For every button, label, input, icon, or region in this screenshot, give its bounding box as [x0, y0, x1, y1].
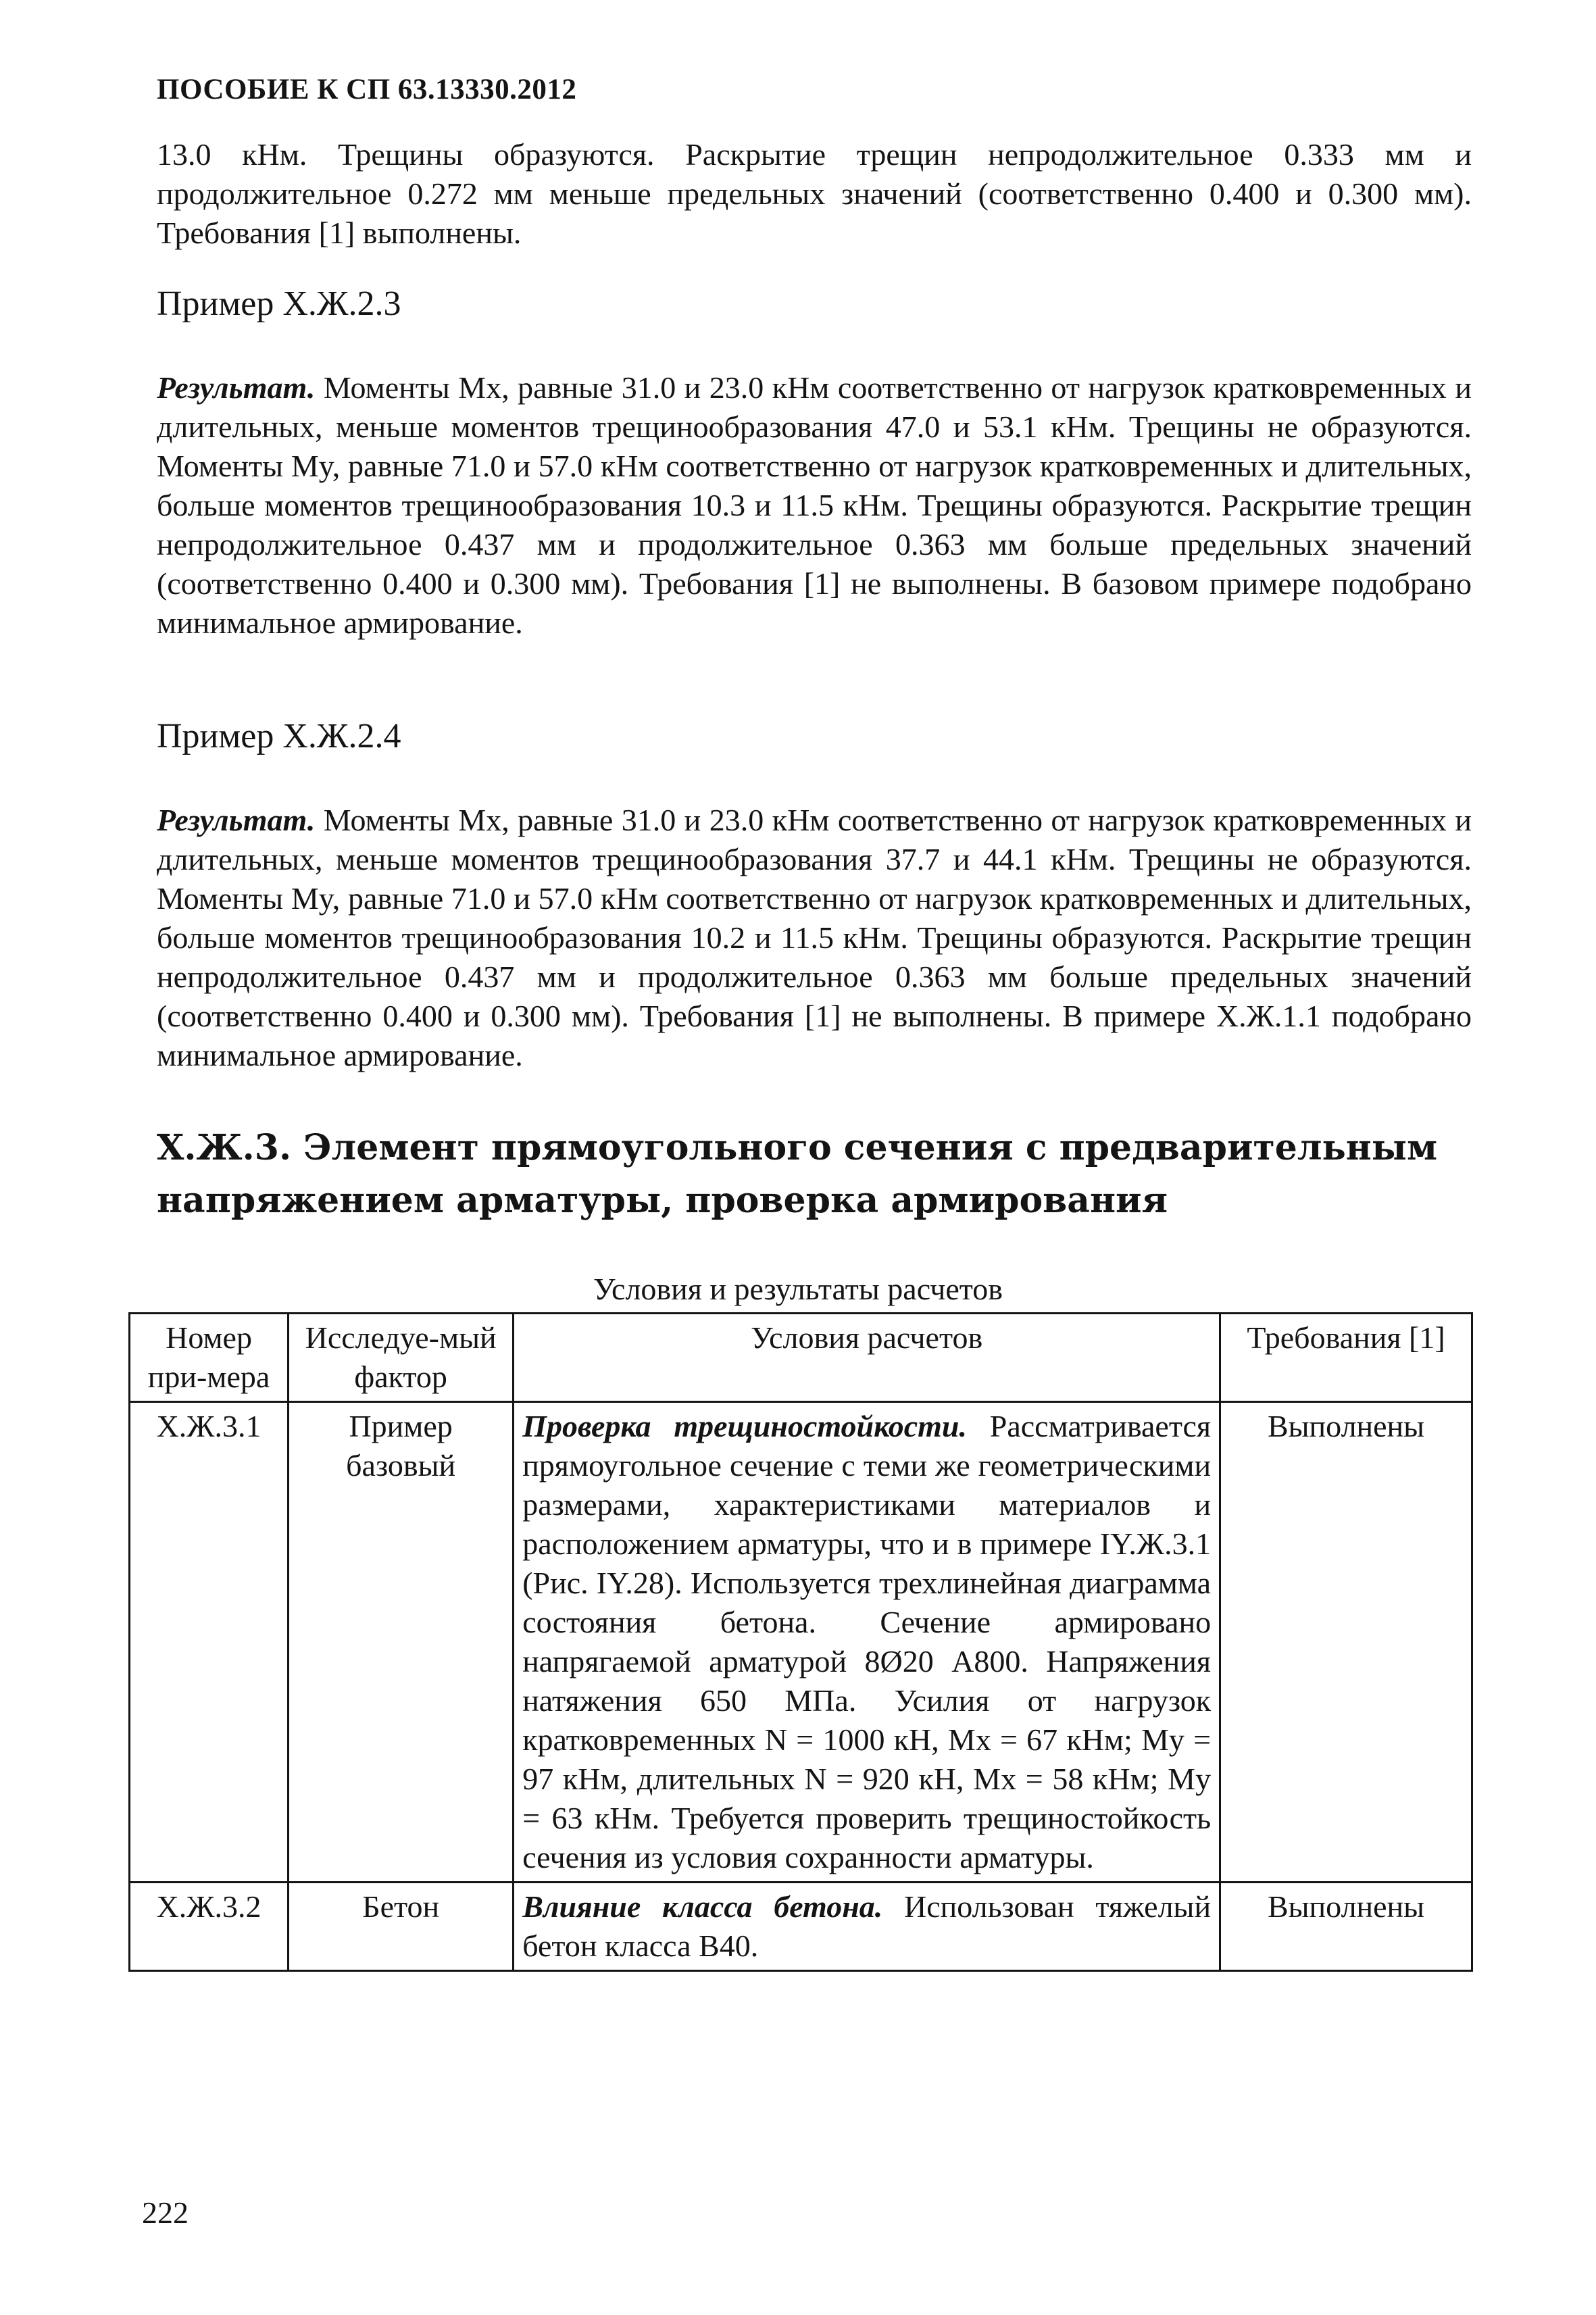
example-result-paragraph [157, 368, 1472, 643]
table-row [130, 1402, 1472, 1883]
cell-conditions [514, 1402, 1220, 1883]
example-title: Пример Х.Ж.2.4 [157, 717, 401, 755]
cell-factor: Пример базовый [289, 1402, 514, 1883]
conditions-text: Использован тяжелый бетон класса В40. [522, 1889, 1212, 1963]
example-title: Пример Х.Ж.2.3 [157, 284, 401, 323]
cell-result: Выполнены [1220, 1883, 1472, 1971]
header-conditions: Условия расчетов [514, 1314, 1220, 1402]
cell-number: Х.Ж.3.1 [130, 1402, 289, 1883]
conditions-lead: Влияние класса бетона. [522, 1889, 883, 1924]
conditions-text: Рассматривается прямоугольное сечение с теми же геометрическими размерами, характеристиками материалов и расположением арматуры, что и в примере IY.Ж.3.1 (Рис. IY.28). Используется трехлинейная диаграмма состояния бетона. Сечение армировано напрягаемой арматурой 8Ø20 А800. Напряжения натяжения 650 МПа. Усилия от нагрузок кратковременных N = 1000 кН, Mx = 67 кНм; My = 97 кНм, длительных N = 920 кН, Mx = 58 кНм; My = 63 кНм. Требуется проверить трещиностойкость сечения из условия сохранности арматуры. [522, 1409, 1212, 1874]
cell-result: Выполнены [1220, 1402, 1472, 1883]
section-title: Х.Ж.3. Элемент прямоугольного сечения с предварительным напряжением арматуры, проверка армирования [157, 1127, 1438, 1221]
result-lead: Результат. [157, 370, 316, 405]
header-factor: Исследуе-мый фактор [289, 1314, 514, 1402]
result-lead: Результат. [157, 803, 316, 837]
table-row [130, 1883, 1472, 1971]
page-header: ПОСОБИЕ К СП 63.13330.2012 [157, 74, 577, 105]
cell-conditions [514, 1883, 1220, 1971]
conditions-lead: Проверка трещиностойкости. [522, 1409, 967, 1443]
example-result-paragraph [157, 801, 1472, 1075]
intro-paragraph: 13.0 кНм. Трещины образуются. Раскрытие трещин непродолжительное 0.333 мм и продолжительное 0.272 мм меньше предельных значений (соответственно 0.400 и 0.300 мм). Требования [1] выполнены. [157, 137, 1472, 250]
table-header-row [130, 1314, 1472, 1402]
table-caption: Условия и результаты расчетов [593, 1272, 1003, 1306]
cell-factor: Бетон [289, 1883, 514, 1971]
cell-number: Х.Ж.3.2 [130, 1883, 289, 1971]
header-number: Номер при-мера [130, 1314, 289, 1402]
result-text: Моменты Mx, равные 31.0 и 23.0 кНм соответственно от нагрузок кратковременных и длительных, меньше моментов трещинообразования 47.0 и 53.1 кНм. Трещины не образуются. Моменты My, равные 71.0 и 57.0 кНм соответственно от нагрузок кратковременных и длительных, больше моментов трещинообразования 10.3 и 11.5 кНм. Трещины образуются. Раскрытие трещин непродолжительное 0.437 мм и продолжительное 0.363 мм больше предельных значений (соответственно 0.400 и 0.300 мм). Требования [1] не выполнены. В базовом примере подобрано минимальное армирование. [157, 370, 1472, 640]
header-requirements: Требования [1] [1220, 1314, 1472, 1402]
page-number: 222 [142, 2195, 189, 2230]
conditions-table [128, 1312, 1473, 1972]
result-text: Моменты Mx, равные 31.0 и 23.0 кНм соответственно от нагрузок кратковременных и длительных, меньше моментов трещинообразования 37.7 и 44.1 кНм. Трещины не образуются. Моменты My, равные 71.0 и 57.0 кНм соответственно от нагрузок кратковременных и длительных, больше моментов трещинообразования 10.2 и 11.5 кНм. Трещины образуются. Раскрытие трещин непродолжительное 0.437 мм и продолжительное 0.363 мм больше предельных значений (соответственно 0.400 и 0.300 мм). Требования [1] не выполнены. В примере Х.Ж.1.1 подобрано минимальное армирование. [157, 803, 1472, 1072]
